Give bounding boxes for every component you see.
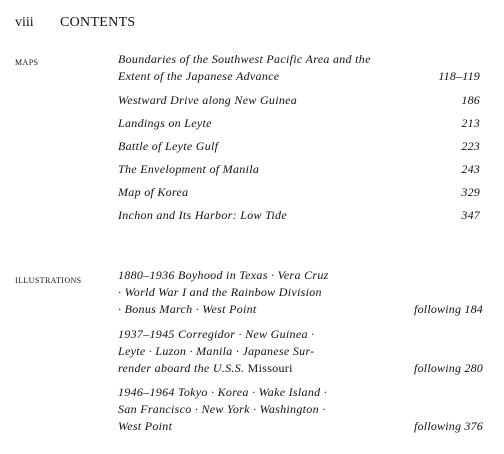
map-entry-page: 243 bbox=[461, 162, 480, 176]
map-entry-title: Inchon and Its Harbor: Low Tide bbox=[118, 208, 287, 222]
illustration-page: following 184 bbox=[414, 302, 483, 316]
illustration-page: following 376 bbox=[414, 419, 483, 433]
map-entry-page: 118–119 bbox=[438, 69, 480, 83]
page-number: viii bbox=[15, 15, 34, 30]
map-entry-page: 213 bbox=[461, 116, 480, 130]
map-entry-title: Battle of Leyte Gulf bbox=[118, 139, 219, 153]
illustration-line: West Point bbox=[118, 419, 173, 433]
ship-name: Missouri bbox=[247, 361, 293, 375]
illustration-line: 1937–1945 Corregidor · New Guinea · bbox=[118, 327, 315, 341]
map-entry-title: Westward Drive along New Guinea bbox=[118, 93, 298, 107]
map-entry-title: Landings on Leyte bbox=[118, 116, 212, 130]
illustration-line-with-ship bbox=[118, 361, 293, 376]
map-entry-page: 223 bbox=[461, 139, 480, 153]
map-entry-title: Boundaries of the Southwest Pacific Area and the bbox=[118, 52, 371, 66]
illustration-line-text: render aboard the U.S.S. bbox=[118, 361, 245, 375]
map-entry-title: Map of Korea bbox=[118, 185, 189, 199]
page-title: CONTENTS bbox=[60, 15, 136, 30]
map-entry-page: 329 bbox=[461, 185, 480, 199]
map-entry-title: Extent of the Japanese Advance bbox=[118, 69, 280, 83]
illustration-line: 1946–1964 Tokyo · Korea · Wake Island · bbox=[118, 385, 328, 399]
illustration-line: 1880–1936 Boyhood in Texas · Vera Cruz bbox=[118, 268, 329, 282]
map-entry-title: The Envelopment of Manila bbox=[118, 162, 260, 176]
illustration-line: San Francisco · New York · Washington · bbox=[118, 402, 326, 416]
map-entry-page: 347 bbox=[461, 208, 480, 222]
maps-section-label: MAPS bbox=[15, 58, 39, 67]
illustration-line: · Bonus March · West Point bbox=[118, 302, 257, 316]
illustration-page: following 280 bbox=[414, 361, 483, 375]
map-entry-page: 186 bbox=[461, 93, 480, 107]
illustration-line: · World War I and the Rainbow Division bbox=[118, 285, 322, 299]
illustration-line: Leyte · Luzon · Manila · Japanese Sur- bbox=[118, 344, 315, 358]
illustrations-section-label: ILLUSTRATIONS bbox=[15, 276, 82, 285]
